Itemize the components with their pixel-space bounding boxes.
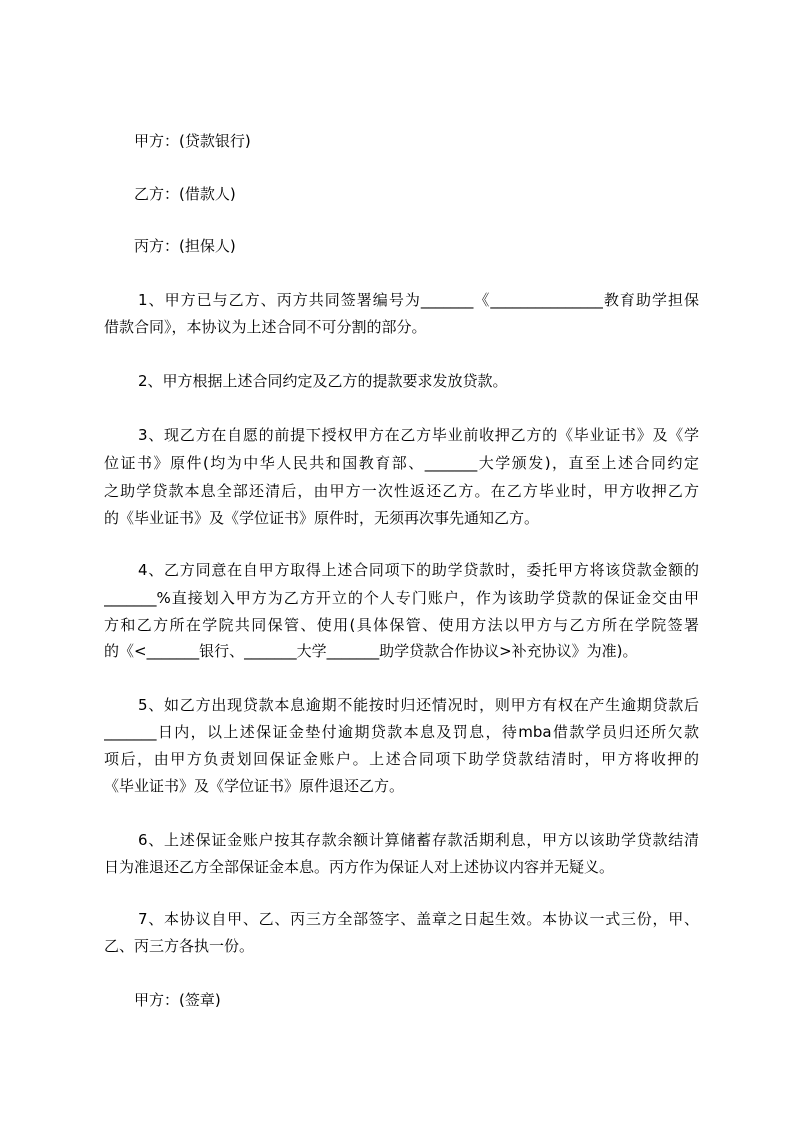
clause-4-line-3: 方和乙方所在学院共同保管、使用(具体保管、使用方法以甲方与乙方所在学院签署 [104, 616, 699, 634]
clause-1-line-1: 1、甲方已与乙方、丙方共同签署编号为_______《_______________教育助学担保 [138, 291, 699, 309]
clause-1-line-2: 借款合同》，本协议为上述合同不可分割的部分。 [104, 318, 427, 336]
clause-4-line-1: 4、乙方同意在自甲方取得上述合同项下的助学贷款时，委托甲方将该贷款金额的 [138, 561, 699, 579]
signature-party-a: 甲方：(签章) [134, 991, 221, 1009]
clause-3-line-1: 3、现乙方在自愿的前提下授权甲方在乙方毕业前收押乙方的《毕业证书》及《学 [138, 426, 699, 444]
party-a-line: 甲方：(贷款银行) [134, 132, 251, 150]
party-b-line: 乙方：(借款人) [134, 185, 236, 203]
clause-4-line-2: _______%直接划入甲方为乙方开立的个人专门账户，作为该助学贷款的保证金交由甲 [104, 589, 699, 607]
clause-5-line-4: 《毕业证书》及《学位证书》原件退还乙方。 [104, 777, 405, 795]
clause-5-line-3: 项后，由甲方负责划回保证金账户。上述合同项下助学贷款结清时，甲方将收押的 [104, 750, 699, 768]
clause-3-line-3: 之助学贷款本息全部还清后，由甲方一次性返还乙方。在乙方毕业时，甲方收押乙方 [104, 482, 699, 500]
clause-6-line-1: 6、上述保证金账户按其存款余额计算储蓄存款活期利息，甲方以该助学贷款结清 [138, 831, 699, 849]
clause-5-line-1: 5、如乙方出现贷款本息逾期不能按时归还情况时，则甲方有权在产生逾期贷款后 [138, 696, 699, 714]
clause-2-line-1: 2、甲方根据上述合同约定及乙方的提款要求发放贷款。 [138, 372, 508, 390]
clause-3-line-4: 的《毕业证书》及《学位证书》原件时，无须再次事先通知乙方。 [104, 509, 540, 527]
clause-5-line-2: _______日内，以上述保证金垫付逾期贷款本息及罚息，待mba借款学员归还所欠款 [104, 723, 699, 741]
clause-7-line-1: 7、本协议自甲、乙、丙三方全部签字、盖章之日起生效。本协议一式三份，甲、 [138, 910, 699, 928]
clause-4-line-4: 的《<_______银行、_______大学_______助学贷款合作协议>补充协议》为准)。 [104, 642, 638, 660]
clause-3-line-2: 位证书》原件(均为中华人民共和国教育部、_______大学颁发)，直至上述合同约定 [104, 454, 699, 472]
clause-6-line-2: 日为准退还乙方全部保证金本息。丙方作为保证人对上述协议内容并无疑义。 [104, 858, 615, 876]
clause-7-line-2: 乙、丙三方各执一份。 [104, 937, 255, 955]
party-c-line: 丙方：(担保人) [134, 237, 236, 255]
